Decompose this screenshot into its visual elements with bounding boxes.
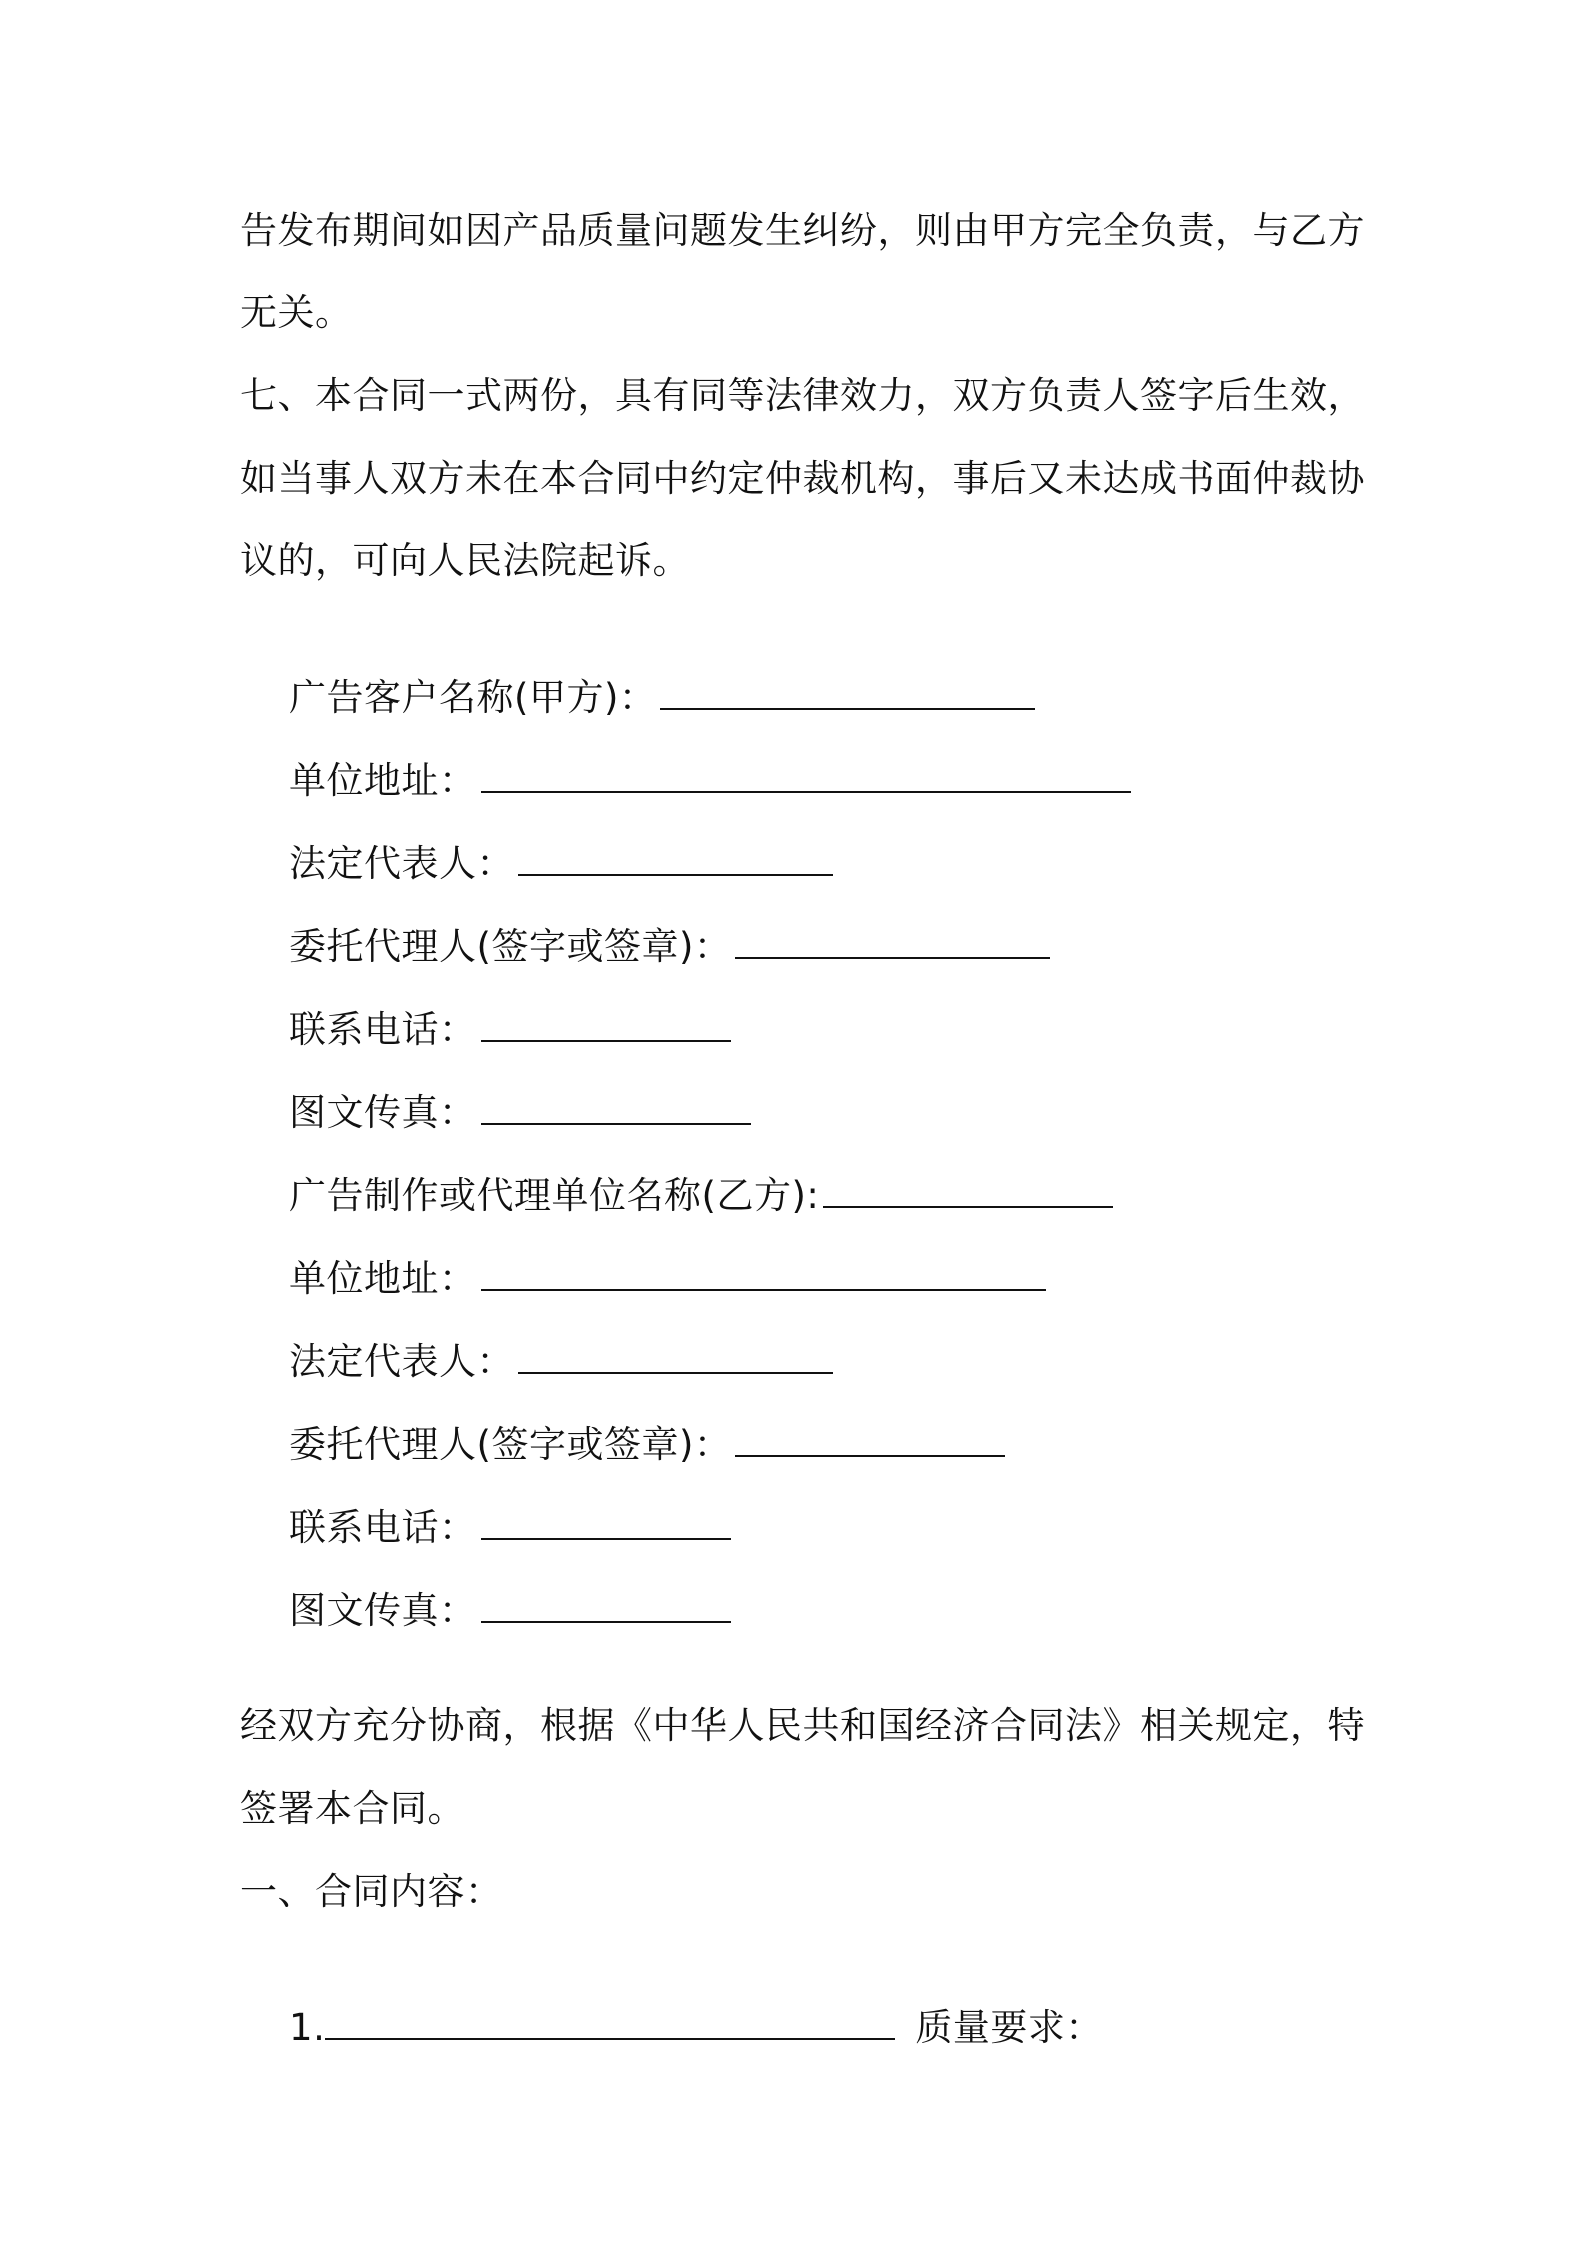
party-b-address-label: 单位地址： — [289, 1257, 477, 1300]
party-a-name-label: 广告客户名称(甲方)： — [289, 676, 657, 719]
contract-item-row — [240, 1950, 1103, 2106]
party-b-agent-label: 委托代理人(签字或签章)： — [289, 1423, 732, 1466]
section-heading: 一、合同内容： — [240, 1870, 503, 1913]
paragraph-line: 无关。 — [240, 291, 353, 334]
party-b-phone-label: 联系电话： — [289, 1506, 477, 1549]
party-a-phone-label: 联系电话： — [289, 1008, 477, 1051]
preamble-line: 签署本合同。 — [240, 1787, 465, 1830]
preamble-line: 经双方充分协商，根据《中华人民共和国经济合同法》相关规定，特 — [240, 1704, 1365, 1747]
party-a-agent-label: 委托代理人(签字或签章)： — [289, 925, 732, 968]
party-b-fax-label: 图文传真： — [289, 1589, 477, 1632]
item-description-field[interactable] — [325, 2036, 895, 2040]
party-b-fax-row — [240, 1533, 731, 1689]
party-b-fax-field[interactable] — [481, 1619, 731, 1623]
clause-seven-line: 七、本合同一式两份，具有同等法律效力，双方负责人签字后生效， — [240, 374, 1365, 417]
party-a-legal-rep-label: 法定代表人： — [289, 842, 515, 885]
party-a-agent-field[interactable] — [735, 955, 1050, 959]
clause-seven-line: 议的，可向人民法院起诉。 — [240, 539, 690, 582]
party-a-address-label: 单位地址： — [289, 759, 477, 802]
party-b-agent-field[interactable] — [735, 1453, 1005, 1457]
party-b-legal-rep-label: 法定代表人： — [289, 1340, 515, 1383]
party-b-name-label: 广告制作或代理单位名称(乙方): — [289, 1174, 820, 1217]
item-number: 1. — [289, 2006, 326, 2049]
quality-requirement-label: 质量要求： — [915, 2006, 1103, 2049]
paragraph-line: 告发布期间如因产品质量问题发生纠纷，则由甲方完全负责，与乙方 — [240, 209, 1365, 252]
clause-seven-line: 如当事人双方未在本合同中约定仲裁机构，事后又未达成书面仲裁协 — [240, 457, 1365, 500]
party-a-fax-label: 图文传真： — [289, 1091, 477, 1134]
